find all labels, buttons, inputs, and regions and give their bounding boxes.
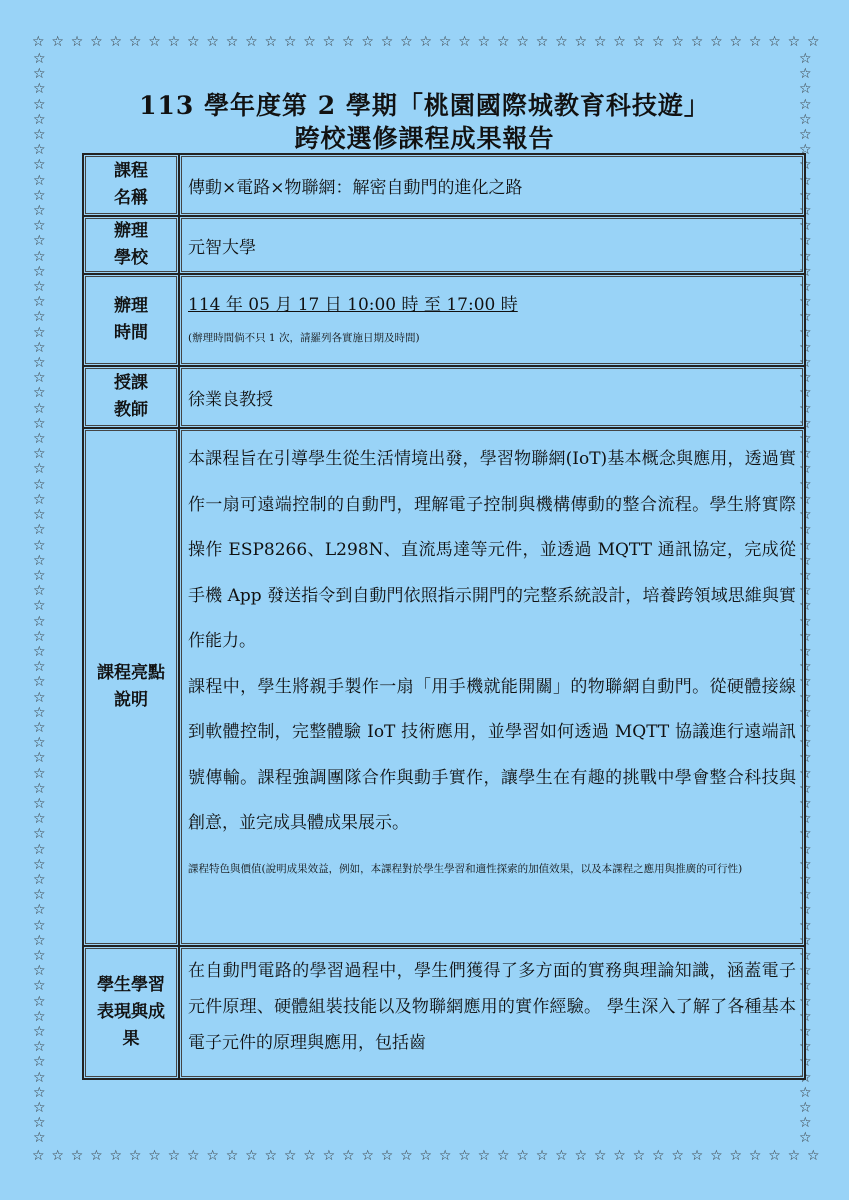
star-icon: ☆ — [128, 34, 142, 50]
star-icon: ☆ — [535, 1148, 549, 1164]
star-icon: ☆ — [729, 1148, 743, 1164]
star-icon: ☆ — [33, 993, 46, 1010]
star-icon: ☆ — [799, 978, 812, 995]
star-icon: ☆ — [799, 127, 812, 144]
star-icon: ☆ — [33, 187, 46, 204]
star-icon: ☆ — [799, 294, 812, 311]
star-icon: ☆ — [799, 522, 812, 539]
star-icon: ☆ — [33, 1115, 46, 1132]
star-icon: ☆ — [799, 1115, 812, 1132]
label-course-name — [83, 154, 179, 216]
star-icon: ☆ — [128, 1148, 142, 1164]
star-icon: ☆ — [206, 34, 219, 50]
star-icon: ☆ — [799, 932, 812, 949]
star-icon: ☆ — [632, 34, 646, 50]
star-icon: ☆ — [799, 1084, 812, 1101]
star-icon: ☆ — [799, 233, 812, 250]
star-icon: ☆ — [799, 172, 812, 189]
star-icon: ☆ — [70, 34, 84, 50]
star-icon: ☆ — [32, 34, 45, 50]
star-icon: ☆ — [799, 902, 812, 919]
highlights-paragraph-2: 課程中，學生將親手製作一扇「用手機就能開關」的物聯網自動門。從硬體接線到軟體控制，完整體驗 IoT 技術應用，並學習如何透過 MQTT 協議進行遠端訊號傳輸。課程強調團隊合作與動手實作，讓學生在有趣的挑戰中學會整合科技與創意，並完成具體成果展示。 — [188, 676, 796, 833]
value-course-name: 傳動×電路×物聯網：解密自動門的進化之路 — [179, 154, 805, 216]
star-icon: ☆ — [33, 932, 46, 949]
star-icon: ☆ — [710, 1148, 723, 1164]
star-icon: ☆ — [799, 659, 812, 676]
star-icon: ☆ — [799, 719, 812, 736]
star-icon: ☆ — [799, 355, 812, 372]
star-icon: ☆ — [593, 1148, 607, 1164]
star-icon: ☆ — [33, 248, 46, 265]
star-icon: ☆ — [33, 659, 46, 676]
star-icon: ☆ — [33, 370, 46, 387]
star-icon: ☆ — [33, 491, 46, 508]
star-icon: ☆ — [33, 963, 46, 980]
star-icon: ☆ — [90, 34, 103, 50]
star-icon: ☆ — [497, 1148, 510, 1164]
star-icon: ☆ — [799, 81, 812, 98]
star-icon: ☆ — [768, 34, 781, 50]
star-icon: ☆ — [33, 856, 46, 873]
star-icon: ☆ — [748, 1148, 762, 1164]
star-icon: ☆ — [799, 142, 812, 159]
star-icon: ☆ — [33, 1069, 46, 1086]
label-line: 課程亮點 — [97, 663, 165, 683]
star-icon: ☆ — [342, 1148, 355, 1164]
star-icon: ☆ — [33, 719, 46, 736]
star-icon: ☆ — [33, 461, 46, 478]
star-icon: ☆ — [799, 248, 812, 265]
star-icon: ☆ — [748, 34, 762, 50]
star-icon: ☆ — [799, 598, 812, 615]
star-icon: ☆ — [33, 446, 46, 463]
star-icon: ☆ — [613, 34, 626, 50]
star-icon: ☆ — [799, 218, 812, 235]
star-icon: ☆ — [361, 1148, 374, 1164]
star-icon: ☆ — [555, 1148, 568, 1164]
star-icon: ☆ — [799, 856, 812, 873]
star-icon: ☆ — [799, 1069, 812, 1086]
star-icon: ☆ — [799, 415, 812, 432]
star-icon: ☆ — [322, 34, 336, 50]
time-note: (辦理時間倘不只 1 次，請羅列各實施日期及時間) — [188, 332, 420, 344]
star-icon: ☆ — [799, 795, 812, 812]
star-icon: ☆ — [33, 674, 46, 691]
star-border-bottom — [32, 1147, 820, 1165]
star-icon: ☆ — [109, 1148, 123, 1164]
row-school — [83, 216, 805, 274]
label-line: 辦理 — [114, 296, 148, 316]
star-icon: ☆ — [458, 1148, 471, 1164]
star-icon: ☆ — [799, 461, 812, 478]
star-icon: ☆ — [807, 34, 820, 50]
star-icon: ☆ — [690, 1148, 704, 1164]
star-icon: ☆ — [787, 1148, 801, 1164]
star-icon: ☆ — [33, 111, 46, 128]
star-icon: ☆ — [264, 34, 278, 50]
star-icon: ☆ — [33, 567, 46, 584]
star-icon: ☆ — [33, 750, 46, 767]
label-performance — [83, 946, 179, 1079]
star-icon: ☆ — [799, 1130, 812, 1146]
star-icon: ☆ — [799, 1008, 812, 1025]
star-icon: ☆ — [799, 66, 812, 83]
star-icon: ☆ — [799, 917, 812, 934]
star-icon: ☆ — [799, 324, 812, 341]
star-icon: ☆ — [799, 203, 812, 220]
label-school — [83, 216, 179, 274]
star-icon: ☆ — [799, 370, 812, 387]
star-icon: ☆ — [438, 34, 452, 50]
star-icon: ☆ — [613, 1148, 626, 1164]
star-icon: ☆ — [33, 583, 46, 600]
star-icon: ☆ — [438, 1148, 452, 1164]
star-icon: ☆ — [167, 1148, 181, 1164]
star-icon: ☆ — [671, 1148, 684, 1164]
star-icon: ☆ — [206, 1148, 219, 1164]
time-range: 114 年 05 月 17 日 10:00 時 至 17:00 時 — [188, 295, 518, 315]
star-icon: ☆ — [187, 34, 200, 50]
star-icon: ☆ — [799, 993, 812, 1010]
star-icon: ☆ — [710, 34, 723, 50]
star-icon: ☆ — [33, 765, 46, 782]
star-icon: ☆ — [799, 750, 812, 767]
label-line: 辦理 — [114, 221, 148, 241]
row-performance — [83, 946, 805, 1079]
star-icon: ☆ — [768, 1148, 781, 1164]
star-icon: ☆ — [33, 826, 46, 843]
star-icon: ☆ — [799, 52, 812, 67]
star-icon: ☆ — [477, 1148, 491, 1164]
star-icon: ☆ — [632, 1148, 646, 1164]
star-icon: ☆ — [574, 34, 588, 50]
star-icon: ☆ — [33, 507, 46, 524]
label-line: 教師 — [114, 400, 148, 420]
star-icon: ☆ — [33, 81, 46, 98]
star-icon: ☆ — [33, 1100, 46, 1117]
label-teacher — [83, 366, 179, 428]
star-icon: ☆ — [799, 537, 812, 554]
star-icon: ☆ — [799, 963, 812, 980]
label-line: 果 — [122, 1029, 140, 1049]
star-icon: ☆ — [516, 1148, 529, 1164]
star-icon: ☆ — [799, 507, 812, 524]
star-icon: ☆ — [245, 1148, 258, 1164]
performance-paragraph: 在自動門電路的學習過程中，學生們獲得了多方面的實務與理論知識，涵蓋電子元件原理、硬體組裝技能以及物聯網應用的實作經驗。 學生深入了解了各種基本電子元件的原理與應用，包括齒 — [188, 961, 796, 1053]
label-highlights — [83, 428, 179, 946]
star-icon: ☆ — [799, 96, 812, 113]
star-icon: ☆ — [799, 1054, 812, 1071]
star-icon: ☆ — [477, 34, 491, 50]
star-icon: ☆ — [33, 628, 46, 645]
star-icon: ☆ — [33, 279, 46, 296]
star-icon: ☆ — [148, 34, 161, 50]
star-icon: ☆ — [33, 1039, 46, 1056]
star-icon: ☆ — [799, 111, 812, 128]
star-icon: ☆ — [799, 871, 812, 888]
row-time — [83, 274, 805, 366]
star-icon: ☆ — [33, 1024, 46, 1040]
star-icon: ☆ — [33, 704, 46, 721]
star-icon: ☆ — [33, 795, 46, 812]
star-icon: ☆ — [799, 704, 812, 721]
star-icon: ☆ — [787, 34, 801, 50]
star-icon: ☆ — [283, 1148, 297, 1164]
star-icon: ☆ — [167, 34, 181, 50]
star-icon: ☆ — [799, 567, 812, 584]
star-icon: ☆ — [799, 1024, 812, 1040]
label-time — [83, 274, 179, 366]
star-icon: ☆ — [225, 1148, 239, 1164]
report-title-line1: 113 學年度第 2 學期「桃園國際城教育科技遊」 — [139, 91, 710, 120]
highlights-note: 課程特色與價值(說明成果效益，例如，本課程對於學生學習和適性探索的加值效果，以及本課程之應用與推廣的可行性) — [188, 862, 743, 875]
star-icon: ☆ — [33, 263, 46, 280]
star-icon: ☆ — [361, 34, 374, 50]
star-icon: ☆ — [283, 34, 297, 50]
star-icon: ☆ — [799, 157, 812, 174]
label-line: 授課 — [114, 373, 148, 393]
star-icon: ☆ — [33, 902, 46, 919]
star-icon: ☆ — [148, 1148, 161, 1164]
star-icon: ☆ — [400, 1148, 413, 1164]
star-icon: ☆ — [593, 34, 607, 50]
star-icon: ☆ — [574, 1148, 588, 1164]
star-icon: ☆ — [225, 34, 239, 50]
star-icon: ☆ — [535, 34, 549, 50]
star-icon: ☆ — [33, 1008, 46, 1025]
star-icon: ☆ — [51, 34, 64, 50]
star-icon: ☆ — [109, 34, 123, 50]
value-highlights — [179, 428, 805, 946]
star-icon: ☆ — [33, 142, 46, 159]
value-time — [179, 274, 805, 366]
star-icon: ☆ — [33, 233, 46, 250]
star-icon: ☆ — [799, 735, 812, 752]
star-icon: ☆ — [33, 218, 46, 235]
row-course-name — [83, 154, 805, 216]
star-icon: ☆ — [807, 1148, 820, 1164]
star-icon: ☆ — [33, 324, 46, 341]
star-icon: ☆ — [33, 415, 46, 432]
star-icon: ☆ — [799, 385, 812, 402]
star-icon: ☆ — [799, 765, 812, 782]
star-icon: ☆ — [33, 1130, 46, 1146]
star-icon: ☆ — [33, 431, 46, 448]
star-icon: ☆ — [342, 34, 355, 50]
star-icon: ☆ — [799, 826, 812, 843]
star-icon: ☆ — [380, 1148, 394, 1164]
label-line: 時間 — [114, 323, 148, 343]
star-icon: ☆ — [33, 887, 46, 904]
star-icon: ☆ — [33, 1054, 46, 1071]
star-icon: ☆ — [245, 34, 258, 50]
star-icon: ☆ — [33, 811, 46, 828]
star-icon: ☆ — [458, 34, 471, 50]
star-icon: ☆ — [90, 1148, 103, 1164]
star-icon: ☆ — [33, 203, 46, 220]
report-table — [82, 153, 806, 1080]
label-line: 說明 — [114, 690, 148, 710]
star-icon: ☆ — [33, 598, 46, 615]
star-icon: ☆ — [33, 735, 46, 752]
star-icon: ☆ — [33, 157, 46, 174]
value-school: 元智大學 — [179, 216, 805, 274]
star-icon: ☆ — [33, 613, 46, 630]
star-icon: ☆ — [497, 34, 510, 50]
star-icon: ☆ — [303, 1148, 316, 1164]
star-icon: ☆ — [799, 476, 812, 493]
star-icon: ☆ — [33, 339, 46, 356]
star-icon: ☆ — [729, 34, 743, 50]
star-icon: ☆ — [799, 811, 812, 828]
star-icon: ☆ — [33, 978, 46, 995]
star-icon: ☆ — [419, 34, 433, 50]
star-icon: ☆ — [671, 34, 684, 50]
label-line: 學生學習 — [97, 975, 165, 995]
star-icon: ☆ — [33, 52, 46, 67]
star-icon: ☆ — [33, 66, 46, 83]
star-icon: ☆ — [799, 1100, 812, 1117]
star-icon: ☆ — [799, 947, 812, 964]
label-line: 學校 — [114, 248, 148, 268]
star-icon: ☆ — [799, 400, 812, 417]
row-teacher — [83, 366, 805, 428]
star-icon: ☆ — [70, 1148, 84, 1164]
star-icon: ☆ — [400, 34, 413, 50]
star-icon: ☆ — [652, 34, 665, 50]
star-icon: ☆ — [799, 841, 812, 858]
star-icon: ☆ — [799, 339, 812, 356]
star-icon: ☆ — [33, 294, 46, 311]
star-icon: ☆ — [516, 34, 529, 50]
star-icon: ☆ — [799, 187, 812, 204]
star-icon: ☆ — [799, 674, 812, 691]
label-line: 名稱 — [114, 188, 148, 208]
label-line: 表現與成 — [97, 1002, 165, 1022]
star-icon: ☆ — [33, 537, 46, 554]
star-icon: ☆ — [33, 1084, 46, 1101]
star-icon: ☆ — [33, 522, 46, 539]
star-icon: ☆ — [303, 34, 316, 50]
star-icon: ☆ — [33, 780, 46, 797]
star-icon: ☆ — [799, 887, 812, 904]
star-icon: ☆ — [33, 871, 46, 888]
star-icon: ☆ — [419, 1148, 433, 1164]
report-title-line2: 跨校選修課程成果報告 — [294, 124, 555, 153]
star-icon: ☆ — [187, 1148, 200, 1164]
star-border-top — [32, 33, 820, 51]
star-icon: ☆ — [555, 34, 568, 50]
star-icon: ☆ — [33, 689, 46, 706]
star-icon: ☆ — [33, 947, 46, 964]
star-icon: ☆ — [33, 917, 46, 934]
star-icon: ☆ — [799, 583, 812, 600]
star-icon: ☆ — [33, 355, 46, 372]
star-icon: ☆ — [33, 400, 46, 417]
star-icon: ☆ — [51, 1148, 64, 1164]
star-icon: ☆ — [264, 1148, 278, 1164]
star-icon: ☆ — [33, 172, 46, 189]
star-icon: ☆ — [33, 552, 46, 569]
star-icon: ☆ — [799, 780, 812, 797]
star-icon: ☆ — [33, 476, 46, 493]
star-icon: ☆ — [33, 127, 46, 144]
star-icon: ☆ — [33, 841, 46, 858]
highlights-paragraph-1: 本課程旨在引導學生從生活情境出發，學習物聯網(IoT)基本概念與應用，透過實作一扇可遠端控制的自動門，理解電子控制與機構傳動的整合流程。學生將實際操作 ESP8266、L298N、直流馬達等元件，並透過 MQTT 通訊協定，完成從手機 App 發送指令到自動門依照指示開門的完整系統設計，培養跨領域思維與實作能力。 — [188, 449, 796, 651]
star-border-left — [33, 52, 51, 1146]
star-icon: ☆ — [799, 628, 812, 645]
star-icon: ☆ — [799, 309, 812, 326]
star-icon: ☆ — [32, 1148, 45, 1164]
star-icon: ☆ — [799, 689, 812, 706]
star-icon: ☆ — [799, 643, 812, 660]
star-icon: ☆ — [652, 1148, 665, 1164]
row-highlights — [83, 428, 805, 946]
star-icon: ☆ — [690, 34, 704, 50]
star-icon: ☆ — [33, 385, 46, 402]
value-teacher: 徐業良教授 — [179, 366, 805, 428]
star-icon: ☆ — [799, 491, 812, 508]
star-icon: ☆ — [322, 1148, 336, 1164]
star-icon: ☆ — [799, 446, 812, 463]
star-icon: ☆ — [799, 552, 812, 569]
star-icon: ☆ — [33, 309, 46, 326]
star-icon: ☆ — [380, 34, 394, 50]
value-performance — [179, 946, 805, 1079]
star-icon: ☆ — [33, 96, 46, 113]
star-icon: ☆ — [799, 613, 812, 630]
star-icon: ☆ — [799, 279, 812, 296]
star-icon: ☆ — [799, 431, 812, 448]
star-icon: ☆ — [799, 263, 812, 280]
star-icon: ☆ — [33, 643, 46, 660]
label-line: 課程 — [114, 161, 148, 181]
star-icon: ☆ — [799, 1039, 812, 1056]
